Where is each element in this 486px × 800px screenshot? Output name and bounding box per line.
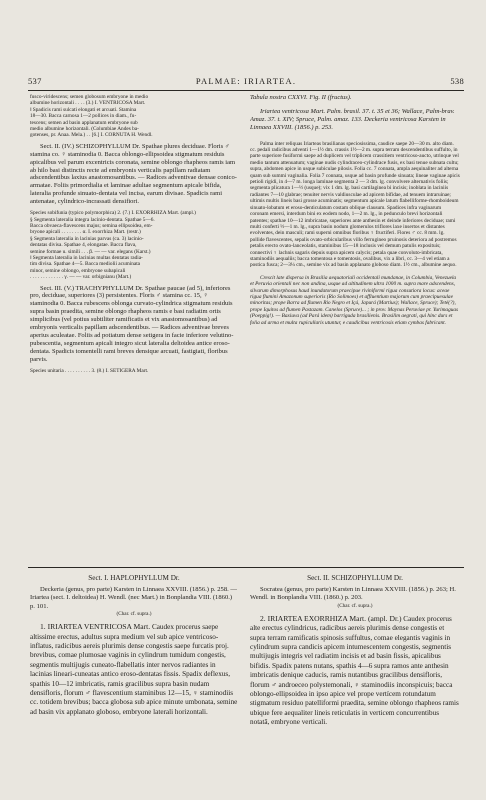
key-line: § Segmenta lateralia in lacinias parvas (ca. 3) lacinio- bbox=[30, 235, 144, 242]
key-line: Species sobifunia (typico polymorphica) 2. (7.) I. EXORRHIZA Mart. (ampl.) bbox=[30, 210, 196, 217]
page-number-left: 537 bbox=[28, 76, 42, 86]
species-2-text: Caudex procerus alte erectus cylindricus, radicibus aereis plurimis dense congestis et supra terram ramificatis spinosis suffultus, comae elegantis vaginis in cylindrum supra candicis apicem intumescentem congestis, segmentis multijugis integris vel radiatim incisis et ad basin fissis, apicalibus bifidis. Spadix patens nutans, spathis 4—6 supra ramos ante anthesin imbricatis denique caducis, ramis nutantibus gracilibus densifloris, florum ♂ androeceo polystemonali, ♀ staminodiis inconspicuis; bacca oblongo-ellipsoidea in ipso apice vel prope vertícem rotundatum stigmatum residuo patelliformi praedita, semine oblongo rhapheos ramis ubique fere aequaliter lineis reticulatis in verticem concurrentibus notatā, embryone verticali. bbox=[250, 614, 459, 727]
key-line: ‖ Spadicis rami sulcati elongati et arcuati. Stamina bbox=[30, 106, 137, 113]
key-line: tim divisa. Spathae 4—5. Bacca mediolii acuminata bbox=[30, 261, 141, 268]
species-1-text: Caudex procerus saepe altissime erectus, adultus supra medium vel sub apice ventricoso-inflatus, radicibus aereis plurimis dense congestis saepe furcatis proj. brevibus, comae plumosae vaginis in cylindrum tumidum congestis, segmentis multijugis cuneato-flabellatis inter nervos radiantes in lacinias lineari-cuneatas antico eroso-dentatas fissis. Spadix deflexus, spathis 10—12 imbricatis, ramis gracilibus supra basin nudam densifloris, florum ♂ flavescentium staminibus 12—15, ♀ staminodiis cc. totidem brevibus; bacca globosa sub apice minute umbonata, semine ad basin vix applanato globoso, embryone laterali horizontali. bbox=[30, 623, 238, 716]
key-line: gotenses, pr. Anaa. Mela.) . . [6.] I. CORNUTA H. Wendl. bbox=[30, 132, 153, 139]
section-heading-schizophyllum: Sect. II. SCHIZOPHYLLUM Dr. bbox=[307, 574, 403, 582]
section-3-text: Spathae paucae (ad 5), inferiores pro, deciduae, superiores (3) persistentes. Floris ♂ stamina cc. 15, ♀ staminodia 0. Bacca rubescens oblonga curvato-cylindrica stigmatum residuis supra basin praedita, semine oblongo rhapheos ramis e basi radiatim ortis simplicibus (vel potius subtiliter ramificatis et vix anastomosantibus) ad embryonis verticalis papillam adscendentibus. — Radices adventivae breves aperius aculeatae. Foliis ad potiatum dense setigera in facie inferiore velutino-pubescentia, segmentum apicali integro sicut lateralia deltoidea antice eroso-dentata. Spadicis tomentelli rami breves densique arcuati, fastigiati, floribus parvis. bbox=[30, 284, 234, 363]
header-rule bbox=[28, 90, 464, 91]
species-1-heading: 1. IRIARTEA VENTRICOSA Mart. bbox=[40, 622, 151, 632]
char-note: (Char. cf. supra.) bbox=[337, 602, 373, 609]
key-line: minor, semine oblongo, embryone subapicali bbox=[30, 267, 126, 274]
species-1-paragraph bbox=[30, 622, 238, 717]
right-column-upper bbox=[250, 94, 460, 560]
key-line: ‖ Segmenta lateralia in lacinias multas dentatas radia- bbox=[30, 254, 143, 261]
genus-citation: Deckeria (genus, pro parte) Karsten in Linnaea XXVIII. (1856.) p. 258. — Iriartea (sect. I. deltoidea) H. Wendl. (nec Mart.) in Bonplandia VIII. (1860.) p. 101. bbox=[30, 586, 238, 610]
key-line: 18—30. Bacca carnosa 1—2 pollices in diam., fu- bbox=[30, 113, 137, 120]
section-3-label: Sect. III. (V.) TRACHYPHYLLUM Dr. bbox=[40, 284, 144, 292]
section-2-label: Sect. II. (IV.) SCHIZOPHYLLUM Dr. bbox=[40, 142, 141, 150]
section-3-paragraph bbox=[30, 285, 238, 364]
page-number-right: 538 bbox=[450, 76, 464, 86]
key-line: tescens; semen ad basin applanatum embryone sub bbox=[30, 119, 138, 126]
key-line: semine formae u. simili . . . β. — — var. elegans (Karst.) bbox=[30, 248, 151, 255]
running-title: PALMAE: IRIARTEA. bbox=[195, 76, 297, 86]
section-heading-haplophyllum: Sect. I. HAPLOPHYLLUM Dr. bbox=[88, 574, 180, 582]
tab-label: Tabula nostra CXXVI. Fig. II (fructus). bbox=[250, 94, 352, 101]
key-line: Bacca obvaeca-flavescens majus; semina ellipsoidea, em- bbox=[30, 222, 153, 229]
key-line: bryone apicali . . . . . . . . α. I. exorrhiza Mart. (restr.) bbox=[30, 229, 141, 236]
key-line: § Segmenta lateralia integra lacinio-dentata. Spathae 5—6. bbox=[30, 216, 155, 223]
section-rule bbox=[28, 567, 464, 568]
section-2-text: Spathae plures deciduae. Floris ♂ stamina co. ♀ staminodia 0. Bacca oblongo-ellipsoidea stigmatum residuis apicalibus vel parum excentricis coronata, semine oblongo rhapheos ramis iam ab hilo basi distinctis recte ad embryonis verticalis papillam radiatam adscendentibus laxius anastomosantibus. — Radices adventivae densae conico-armatae. Foliis primordialia et laminae adultae segmentum apicale bifida, lateralia profunde sinuato-dentata vel incisa, earum divisae. Spadicis rami antenatae, cylindrico-incrassati densifiori. bbox=[30, 142, 237, 206]
char-note: (Char. cf. supra.) bbox=[116, 611, 152, 618]
species-2-heading: 2. IRIARTEA EXORRHIZA Mart. (ampl. Dr.) bbox=[260, 613, 402, 623]
right-column-lower bbox=[250, 574, 460, 774]
key-line: albumine horizontali . . . . (3.) I. VENTRICOSA Mart. bbox=[30, 100, 146, 107]
section-2-key bbox=[30, 210, 238, 280]
key-line: medio albumine horizontali. (Columbiae Andes ba- bbox=[30, 126, 139, 133]
key-line: dentatas divisa. Spathae 4, elongatae. Bacca flava, bbox=[30, 242, 137, 249]
left-column-upper bbox=[30, 94, 238, 560]
left-column-lower bbox=[30, 574, 238, 774]
habitat: Crescit late dispersa in Brasilia aequatoriali occidentali mundanae, in Columbia, Venezuela et Peruvia orientali nec non andina, usque ad altitudinem ultra 1000 m. supra mare adscendens, silvarum dimorphosus haud inundatorum praecipue riviniformi rigua consutiora locus: aceae rigua flumini Amazonum superioris (Rio Solimoes) et affluentium majorum cum praecipuesulae minoritas; prope Barra ad flumen Rio Negro et Içá, Japurá (Martius); Wallace, Spruce); Teté(?), prope Iquitos ad flumen Pastazam. Canelos (Spruce)... ; in prov. Maynas Peruviae pr. Yurimaguas (Poeppig!). — Baxiuva (ad Pará idem) barriguda brasilienis. Brasilim aegrati, qui hinc durs et folia ad arma et multa rupicullaris utuntur, e caudicibus ventricosis etiam cymbas fabricant. bbox=[250, 274, 459, 326]
page-header bbox=[28, 76, 464, 88]
key-continuation bbox=[30, 94, 238, 139]
key-line: . . . . . . . . . . . . . γ. — — var. orbignianu (Mart.) bbox=[30, 274, 132, 281]
section-3-species: Species unitaria . . . . . . . . . . 3. (8.) I. SETIGERA Mart. bbox=[30, 367, 149, 374]
genus-citation: Socratea (genus, pro parte) Karsten in Linnaea XXVIII. (1856.) p. 263; H. Wendl. in Bonplandia VIII. (1860.) p. 203. bbox=[250, 586, 456, 602]
description: Palma inter reliquas Iriarteas brasilianas speciosissima, caudice saepe 20—30 m. alto diam. cc. pedali radicibus adventi 1—1½ dm. crassis 1½—2 m. supra terram descendentibus suffulto, in parte superiore fusiformi saepe ad duplicem vel triplicem crassitiem ventricoso-aucto, utrinque vel medio tantum attenuatum; vaginae nudis cylindraceo-cylindrace fusis, ex basi tenue subnata cultu; supra, abdomen apice in usque subiculae pilosis. Folia cc. 7 connata, ampla aequinaliter ad alterna quam sub summi vaginalia. Folia 7 connata, usque ad basin profunde sinuata; lineae vaginae apicis petioli rigidi, in 4—7 m. longa laminae segmenta 2 — 3 dm. lg. convolvere alternativis foliis; segmenta plicatura 1—½ (usque); vix 1 dm. lg. basi cartilaginea bi incisis; inoblata in laciniis radiantes 7—10 glabrae; tenuiter nervis valdiusculae ad apicem bifidae, ad tenuem intraruinae; ultimis multis lineis basi grosse acuminatis; segmentum apicale latum flabelliforme-rhomboideum sinuato-lobatum et eroso-denticulatum costam oblique clausum. Spadices infra vaginarum coronam emersi, interdum bini ex eodem nodo, 1—2 m. lg., in pedunculo brevi horizontali patentes; spathae 10—12 imbricatae, superiores ante anthesin et deinde inferiores deciduae; rami multi conferti ½—1 m. lg., supra basin nodum glomerulos triflores laxe insertos et distantes evolventes, dein masculi; rami superni omnibus floribus ♀ fructiferi. Flores ♂ cc. 8 mm. lg. pollide flavescentes, sepalis ovato-orbicularibus villo ferrugineo pruinosis deteriora ad postremos petalis erecto ovato-lanceolatis, staminibus 15—18 inclusis vel demum patulis exposituis; connectivi ♀ lachnis sagaris depuis supra apicem calycis; petala quae convoluto-imbricata, staminodiis aequaliis; bacca tomentosa e tomentosis, ovalibus, vix a libri, cc. 3—4 vel etiam a postica fusca; 2—3¼ cm., semine vix ad basin applanato globoso diam. 1½ cm., albumine aequo. bbox=[250, 140, 460, 269]
section-2-paragraph bbox=[30, 143, 238, 206]
key-line: fusco-viridescens; semen globosum embryone in medio bbox=[30, 94, 149, 100]
references: Iriartea ventricosa Mart. Palm. brasil. 37. t. 35 et 36; Wallace, Palm-brav. Amaz. 37. t. XIV; Spruce, Palm. amaz. 133. Deckeria ventricosa Karsten in Linnaea XXVIII. (1856.) p. 253. bbox=[250, 107, 455, 131]
species-2-paragraph bbox=[250, 614, 460, 728]
